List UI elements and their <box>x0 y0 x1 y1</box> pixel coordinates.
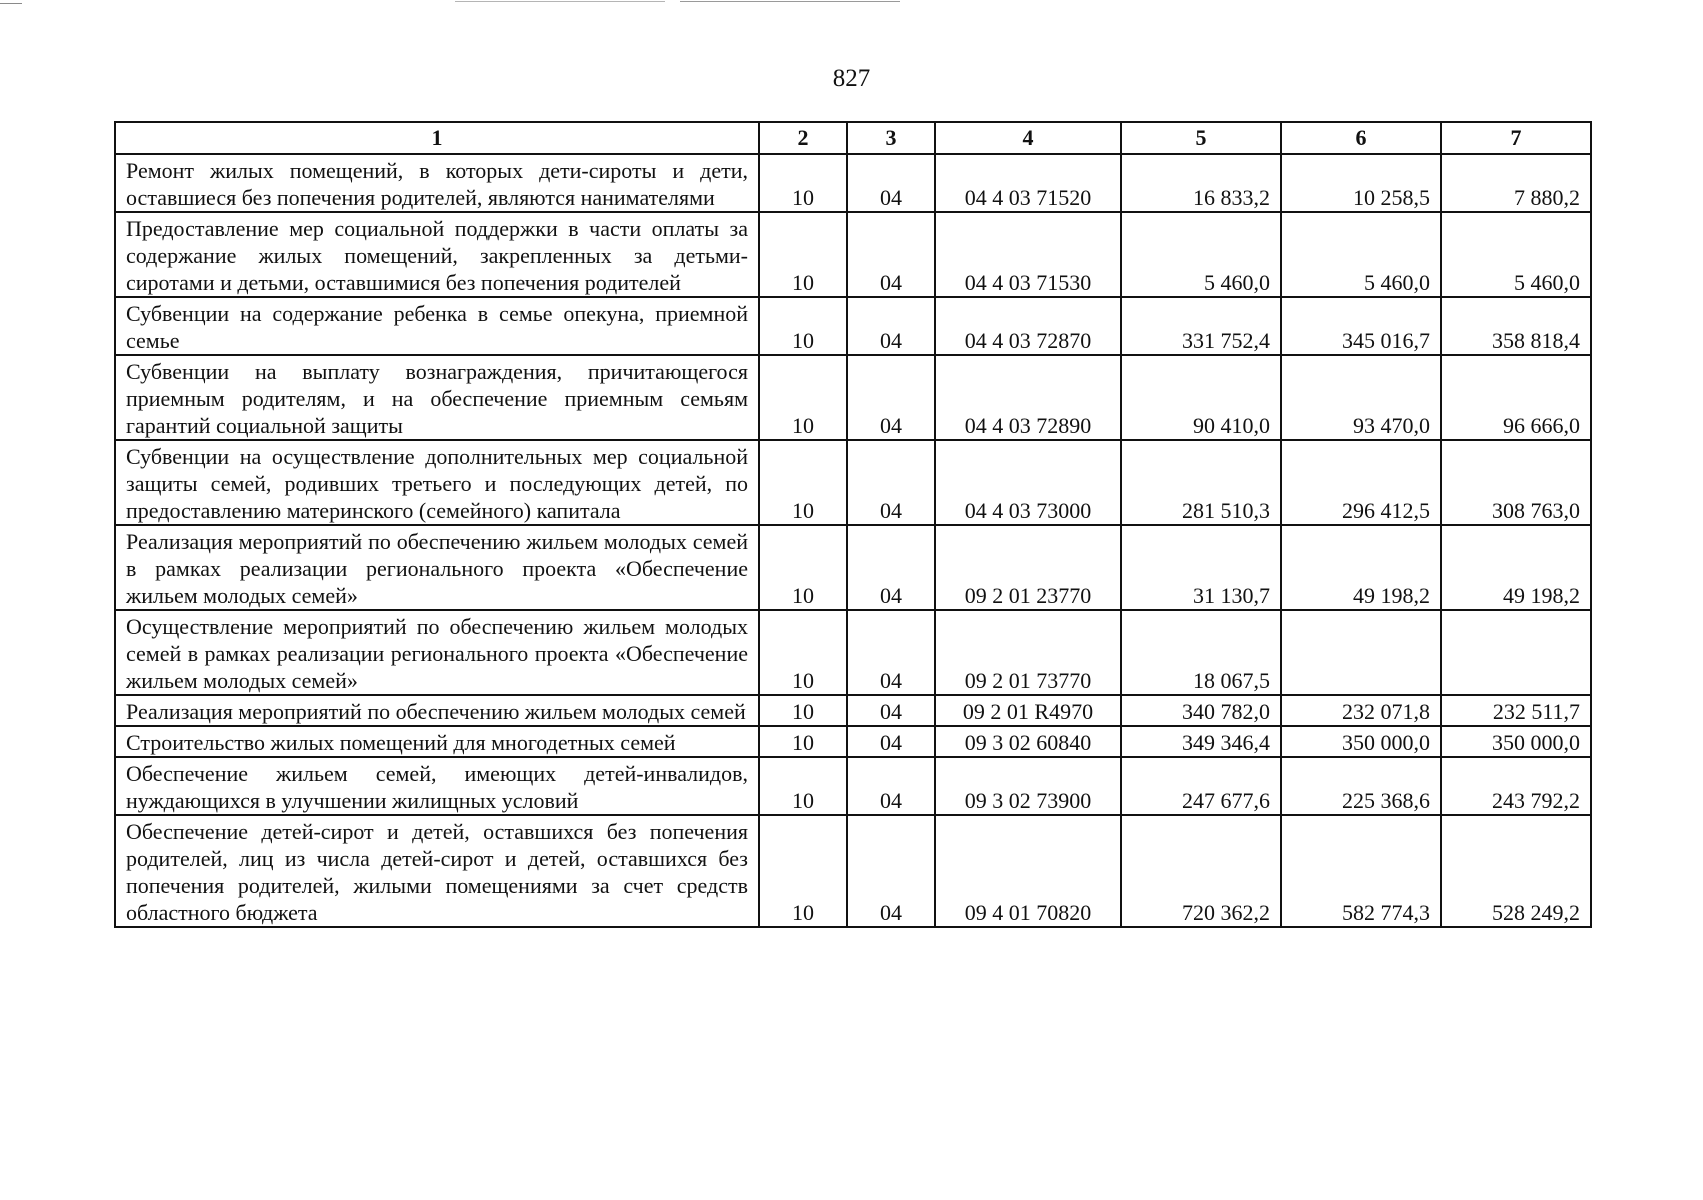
subsection-code: 04 <box>847 297 935 355</box>
table-row <box>115 610 1591 695</box>
budget-table <box>114 121 1592 928</box>
amount-col-6: 582 774,3 <box>1281 815 1441 927</box>
table-row <box>115 726 1591 757</box>
amount-col-6: 345 016,7 <box>1281 297 1441 355</box>
target-article-code: 09 3 02 60840 <box>935 726 1121 757</box>
amount-col-5: 16 833,2 <box>1121 154 1281 212</box>
scan-artifact-line <box>455 1 665 2</box>
header-col-3: 3 <box>847 122 935 154</box>
expense-name: Строительство жилых помещений для многодетных семей <box>115 726 759 757</box>
amount-col-7: 308 763,0 <box>1441 440 1591 525</box>
table-row <box>115 297 1591 355</box>
amount-col-5: 720 362,2 <box>1121 815 1281 927</box>
amount-col-6 <box>1281 610 1441 695</box>
amount-col-6: 350 000,0 <box>1281 726 1441 757</box>
expense-name: Субвенции на выплату вознаграждения, причитающегося приемным родителям, и на обеспечение приемным семьям гарантий социальной защиты <box>115 355 759 440</box>
header-row <box>115 122 1591 154</box>
amount-col-7: 243 792,2 <box>1441 757 1591 815</box>
section-code: 10 <box>759 695 847 726</box>
expense-name: Обеспечение детей-сирот и детей, оставшихся без попечения родителей, лиц из числа детей-сирот и детей, оставшихся без попечения родителей, жилыми помещениями за счет средств областного бюджета <box>115 815 759 927</box>
amount-col-7: 358 818,4 <box>1441 297 1591 355</box>
page-number: 827 <box>832 65 871 92</box>
target-article-code: 04 4 03 71520 <box>935 154 1121 212</box>
target-article-code: 04 4 03 72870 <box>935 297 1121 355</box>
target-article-code: 09 4 01 70820 <box>935 815 1121 927</box>
table-row <box>115 815 1591 927</box>
section-code: 10 <box>759 154 847 212</box>
subsection-code: 04 <box>847 212 935 297</box>
expense-name: Субвенции на содержание ребенка в семье опекуна, приемной семье <box>115 297 759 355</box>
subsection-code: 04 <box>847 440 935 525</box>
subsection-code: 04 <box>847 815 935 927</box>
subsection-code: 04 <box>847 610 935 695</box>
table-row <box>115 757 1591 815</box>
section-code: 10 <box>759 297 847 355</box>
subsection-code: 04 <box>847 355 935 440</box>
table-row <box>115 525 1591 610</box>
table-row <box>115 154 1591 212</box>
expense-name: Субвенции на осуществление дополнительных мер социальной защиты семей, родивших третьего и последующих детей, по предоставлению материнского (семейного) капитала <box>115 440 759 525</box>
section-code: 10 <box>759 212 847 297</box>
amount-col-6: 225 368,6 <box>1281 757 1441 815</box>
target-article-code: 09 2 01 73770 <box>935 610 1121 695</box>
subsection-code: 04 <box>847 726 935 757</box>
section-code: 10 <box>759 525 847 610</box>
expense-name: Реализация мероприятий по обеспечению жильем молодых семей <box>115 695 759 726</box>
target-article-code: 09 3 02 73900 <box>935 757 1121 815</box>
amount-col-5: 247 677,6 <box>1121 757 1281 815</box>
amount-col-5: 31 130,7 <box>1121 525 1281 610</box>
subsection-code: 04 <box>847 154 935 212</box>
amount-col-6: 5 460,0 <box>1281 212 1441 297</box>
amount-col-5: 18 067,5 <box>1121 610 1281 695</box>
section-code: 10 <box>759 815 847 927</box>
header-col-7: 7 <box>1441 122 1591 154</box>
scan-artifact-line <box>0 3 22 4</box>
amount-col-5: 281 510,3 <box>1121 440 1281 525</box>
table-row <box>115 355 1591 440</box>
target-article-code: 04 4 03 71530 <box>935 212 1121 297</box>
amount-col-6: 49 198,2 <box>1281 525 1441 610</box>
amount-col-7: 49 198,2 <box>1441 525 1591 610</box>
amount-col-7: 232 511,7 <box>1441 695 1591 726</box>
amount-col-5: 90 410,0 <box>1121 355 1281 440</box>
amount-col-6: 296 412,5 <box>1281 440 1441 525</box>
amount-col-7: 5 460,0 <box>1441 212 1591 297</box>
amount-col-7: 7 880,2 <box>1441 154 1591 212</box>
amount-col-5: 349 346,4 <box>1121 726 1281 757</box>
section-code: 10 <box>759 757 847 815</box>
amount-col-5: 340 782,0 <box>1121 695 1281 726</box>
budget-table-container <box>114 121 1592 928</box>
expense-name: Осуществление мероприятий по обеспечению жильем молодых семей в рамках реализации регионального проекта «Обеспечение жильем молодых семей» <box>115 610 759 695</box>
scan-artifact-line <box>680 1 900 2</box>
subsection-code: 04 <box>847 695 935 726</box>
amount-col-6: 93 470,0 <box>1281 355 1441 440</box>
target-article-code: 09 2 01 R4970 <box>935 695 1121 726</box>
expense-name: Предоставление мер социальной поддержки в части оплаты за содержание жилых помещений, закрепленных за детьми-сиротами и детьми, оставшимися без попечения родителей <box>115 212 759 297</box>
amount-col-7: 96 666,0 <box>1441 355 1591 440</box>
section-code: 10 <box>759 440 847 525</box>
table-row <box>115 440 1591 525</box>
target-article-code: 04 4 03 72890 <box>935 355 1121 440</box>
amount-col-7: 350 000,0 <box>1441 726 1591 757</box>
expense-name: Ремонт жилых помещений, в которых дети-сироты и дети, оставшиеся без попечения родителей, являются нанимателями <box>115 154 759 212</box>
header-col-2: 2 <box>759 122 847 154</box>
target-article-code: 09 2 01 23770 <box>935 525 1121 610</box>
amount-col-7 <box>1441 610 1591 695</box>
header-col-1: 1 <box>115 122 759 154</box>
subsection-code: 04 <box>847 525 935 610</box>
expense-name: Реализация мероприятий по обеспечению жильем молодых семей в рамках реализации регионального проекта «Обеспечение жильем молодых семей» <box>115 525 759 610</box>
header-col-5: 5 <box>1121 122 1281 154</box>
amount-col-5: 5 460,0 <box>1121 212 1281 297</box>
amount-col-6: 10 258,5 <box>1281 154 1441 212</box>
section-code: 10 <box>759 355 847 440</box>
amount-col-5: 331 752,4 <box>1121 297 1281 355</box>
amount-col-7: 528 249,2 <box>1441 815 1591 927</box>
amount-col-6: 232 071,8 <box>1281 695 1441 726</box>
table-row <box>115 695 1591 726</box>
header-col-6: 6 <box>1281 122 1441 154</box>
expense-name: Обеспечение жильем семей, имеющих детей-инвалидов, нуждающихся в улучшении жилищных условий <box>115 757 759 815</box>
subsection-code: 04 <box>847 757 935 815</box>
section-code: 10 <box>759 610 847 695</box>
header-col-4: 4 <box>935 122 1121 154</box>
section-code: 10 <box>759 726 847 757</box>
table-row <box>115 212 1591 297</box>
target-article-code: 04 4 03 73000 <box>935 440 1121 525</box>
